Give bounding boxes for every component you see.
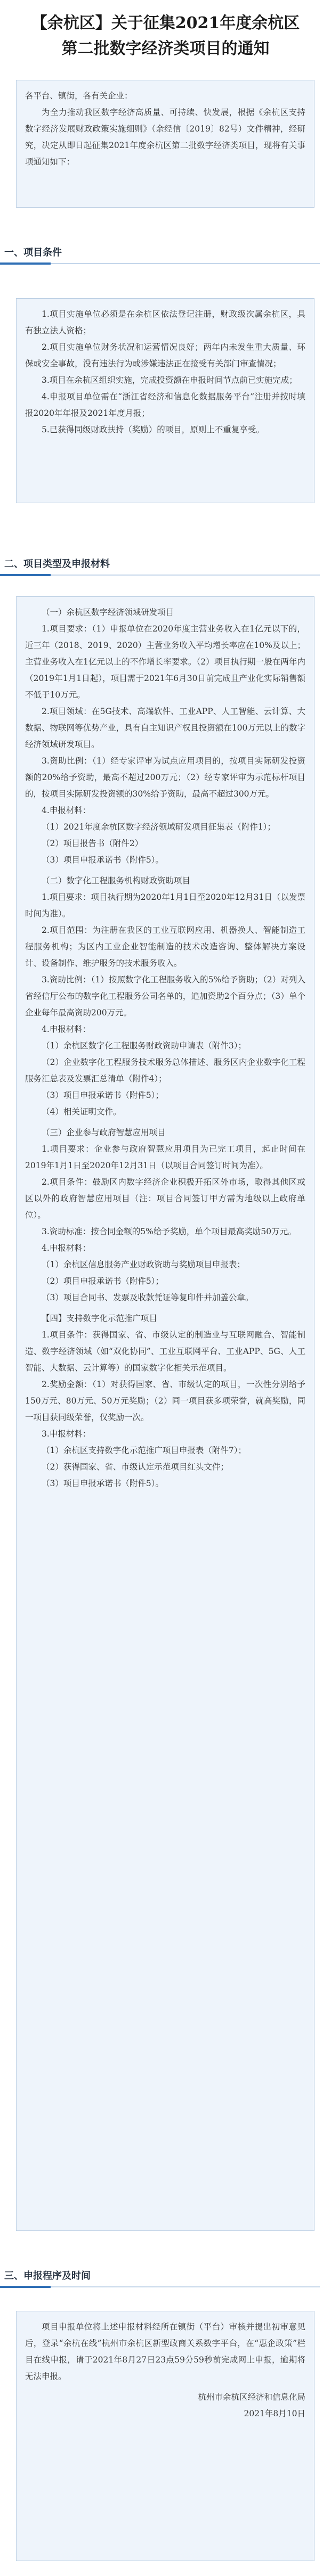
list-item: （1）余杭区数字化工程服务财政资助申请表（附件3）；: [42, 1041, 246, 1051]
page-title: [0, 11, 331, 62]
paragraph: 4.申报材料：: [42, 1243, 91, 1253]
paragraph: 4.申报材料：: [42, 1024, 91, 1034]
list-item: （3）项目申报承诺书（附件5）。: [42, 1479, 164, 1488]
procedure-text: 项目申报单位将上述申报材料经所在镇街（平台）审核并提出初审意见后，登录“余杭在线”杭州市余杭区新型政商关系数字平台，在“惠企政策”栏目在线申报，请于2021年8月27日23点59分59秒前完成网上申报，逾期将无法申报。: [25, 2322, 305, 2381]
title-line-1: 【余杭区】关于征集2021年度余杭区: [31, 14, 300, 32]
subsection-title: 【四】支持数字化示范推广项目: [42, 1314, 158, 1323]
paragraph: 2.项目领域：在5G技术、高端软件、工业APP、人工智能、云计算、大数据、物联网等优势产业，具有自主知识产权且投资额在100万元以上的数字经济领域研发项目。: [25, 707, 305, 749]
list-item: （2）获得国家、省、市级认定示范项目红头文件；: [42, 1462, 229, 1472]
paragraph: 1.项目要求：（1）申报单位在2020年度主营业务收入在1亿元以下的，近三年（2018、2019、2020）主营业务收入平均增长率应在10%及以上；主营业务收入在1亿元以上的不作增长率要求。（2）项目执行期一般在两年内（2019年1月1日起），项目需于2021年6月30日前完成且产业化实际销售额不低于10万元。: [25, 624, 305, 700]
list-item: （1）余杭区支持数字化示范推广项目申报表（附件7）；: [42, 1446, 246, 1455]
section-divider: [0, 575, 320, 576]
subsection-title: （三）企业参与政府智慧应用项目: [42, 1128, 166, 1137]
section-label: 三、申报程序及时间: [4, 2270, 91, 2282]
section-label: 二、项目类型及申报材料: [4, 559, 110, 570]
subsection-title: （二）数字化工程服务机构财政资助项目: [42, 876, 191, 885]
section-label: 一、项目条件: [4, 247, 62, 258]
signature-org: 杭州市余杭区经济和信息化局: [198, 2392, 305, 2402]
condition-item: 1.项目实施单位必须是在余杭区依法登记注册，财政级次属余杭区，具有独立法人资格；: [25, 309, 305, 335]
condition-item: 3.项目在余杭区组织实施，完成投资额在申报时间节点前已实施完成；: [42, 375, 297, 385]
types-box: [16, 596, 314, 2231]
list-item: （3）项目申报承诺书（附件5）。: [42, 855, 164, 865]
paragraph: 3.资助标准：按合同金额的5%给予奖励，单个项目最高奖励50万元。: [42, 1227, 296, 1236]
list-item: （4）相关证明文件。: [42, 1107, 122, 1117]
title-line-2: 第二批数字经济类项目的通知: [61, 39, 270, 58]
condition-item: 2.项目实施单位财务状况和运营情况良好；两年内未发生重大质量、环保或安全事故，没有违法行为或涉嫌违法正在接受有关部门审查情况；: [25, 342, 305, 368]
list-item: （2）项目申报承诺书（附件5）；: [42, 1276, 164, 1286]
intro-body: 为全力推动我区数字经济高质量、可持续、快发展，根据《余杭区支持数字经济发展财政政策实施细则》（余经信〔2019〕82号）文件精神，经研究，决定从即日起征集2021年度余杭区第二批数字经济类项目，现将有关事项通知如下：: [25, 108, 305, 167]
paragraph: 3.资助比例：（1）经专家评审为试点应用项目的，按项目实际研发投资额的20%给予资助，最高不超过200万元；（2）经专家评审为示范标杆项目的，按项目实际研发投资额的30%给予资助，最高不超过300万元。: [25, 756, 305, 799]
procedure-box: [16, 2311, 314, 2561]
section-divider: [0, 263, 320, 264]
condition-item: 4.申报项目单位需在“浙江省经济和信息化数据服务平台”注册并按时填报2020年年报及2021年度月报；: [25, 392, 305, 418]
paragraph: 1.项目要求：企业参与政府智慧应用项目为已完工项目，起止时间在2019年1月1日至2020年12月31日（以项目合同签订时间为准）。: [25, 1144, 305, 1170]
condition-item: 5.已获得同级财政扶持（奖励）的项目，原则上不重复享受。: [42, 425, 264, 434]
intro-salutation: 各平台、镇街，各有关企业：: [25, 91, 133, 101]
list-item: （2）项目报告书（附件2）: [42, 839, 143, 848]
paragraph: 1.项目条件：获得国家、省、市级认定的制造业与互联网融合、智能制造、数字经济领域（如“双化协同”、工业互联网平台、工业APP、5G、人工智能、大数据、云计算等）的国家数字化相关示范项目。: [25, 1330, 305, 1373]
list-item: （2）企业数字化工程服务技术服务总体描述、服务区内企业数字化工程服务汇总表及发票汇总清单（附件4）；: [25, 1057, 305, 1084]
section-heading-types: [0, 556, 331, 576]
section-heading-procedure: [0, 2268, 331, 2287]
paragraph: 4.申报材料：: [42, 806, 91, 815]
list-item: （1）2021年度余杭区数字经济领域研发项目征集表（附件1）；: [42, 822, 276, 832]
paragraph: 2.奖励金额：（1）对获得国家、省、市级认定的项目，一次性分别给予150万元、80万元、50万元奖励；（2）同一项目获多项荣誉，就高奖励，同一项目获同级荣誉，仅奖励一次。: [25, 1380, 305, 1422]
paragraph: 2.项目条件：鼓励区内数字经济企业积极开拓区外市场，取得其他区或区以外的政府智慧应用项目（注：项目合同签订甲方需为地级以上政府单位）。: [25, 1177, 305, 1220]
section-divider: [0, 2286, 320, 2287]
list-item: （3）项目申报承诺书（附件5）；: [42, 1090, 164, 1100]
list-item: （1）余杭区信息服务产业财政资助与奖励项目申报表；: [42, 1260, 245, 1269]
paragraph: 3.资助比例：（1）按照数字化工程服务收入的5%给予资助；（2）对列入省经信厅公布的数字化工程服务公司名单的，追加资助2个百分点；（3）单个企业每年最高资助200万元。: [25, 975, 305, 1018]
signature-date: 2021年8月10日: [244, 2409, 305, 2418]
paragraph: 3.申报材料：: [42, 1429, 91, 1439]
list-item: （3）项目合同书、发票及收款凭证等复印件并加盖公章。: [42, 1293, 254, 1302]
section-heading-conditions: [0, 245, 331, 264]
conditions-box: [16, 298, 314, 503]
subsection-title: （一）余杭区数字经济领域研发项目: [42, 608, 174, 617]
intro-box: [16, 80, 314, 208]
paragraph: 2.项目范围：为注册在我区的工业互联网应用、机器换人、智能制造工程服务机构；为区内工业企业智能制造的技术改造咨询、整体解决方案设计、设备制作、维护服务的技术服务收入。: [25, 925, 305, 968]
paragraph: 1.项目要求：项目执行期为2020年1月1日至2020年12月31日（以发票时间为准）。: [25, 892, 305, 918]
